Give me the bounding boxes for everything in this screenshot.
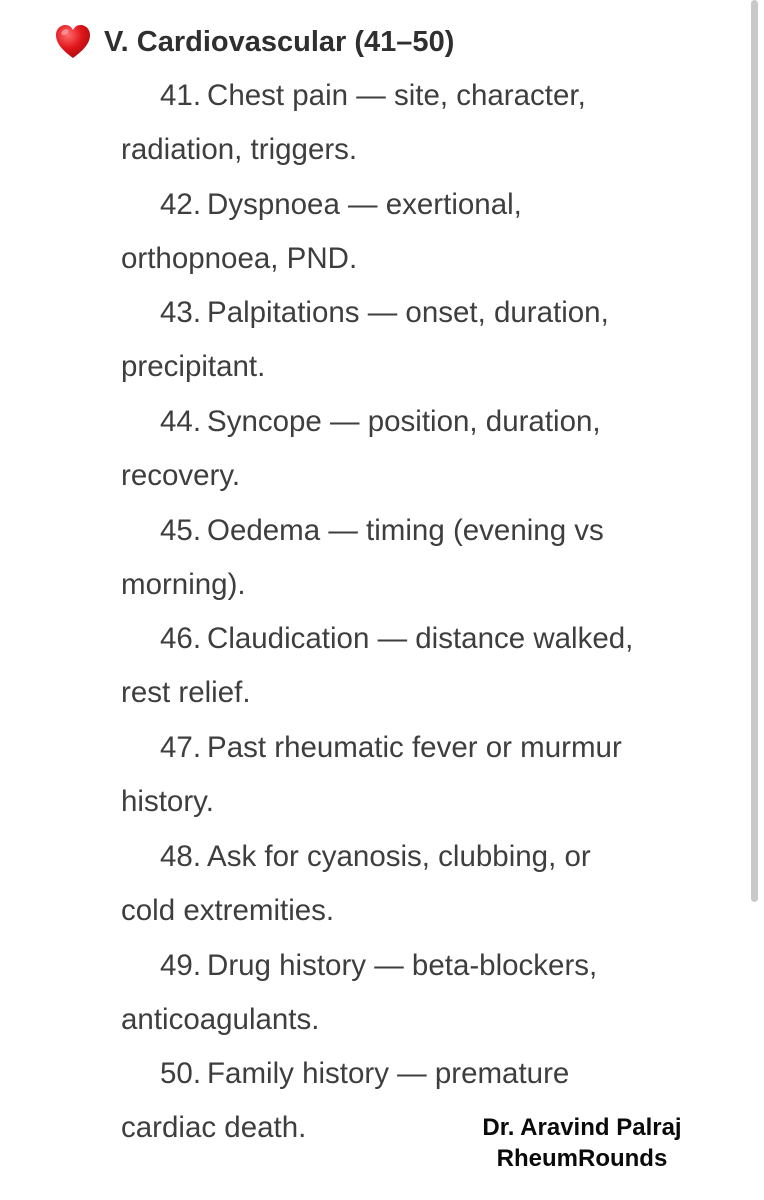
item-first-line: [160, 837, 591, 877]
list-item: [0, 503, 740, 612]
item-continuation: morning).: [121, 567, 246, 601]
list-item: [0, 611, 740, 720]
item-text: Chest pain — site, character,: [207, 79, 586, 112]
brand-name: RheumRounds: [496, 1145, 668, 1172]
item-number: 50.: [160, 1057, 202, 1091]
item-number: 48.: [160, 839, 202, 873]
item-continuation: cardiac death.: [121, 1111, 307, 1145]
item-number: 44.: [160, 405, 202, 439]
item-text: Syncope — position, duration,: [207, 405, 601, 439]
scrollbar[interactable]: [751, 0, 758, 1200]
list-item: [0, 720, 740, 829]
item-number: 41.: [160, 79, 202, 112]
credit-block: [432, 1112, 732, 1174]
author-name: Dr. Aravind Palraj: [482, 1114, 682, 1141]
item-continuation: anticoagulants.: [121, 1002, 320, 1036]
item-first-line: [160, 402, 601, 442]
item-continuation: radiation, triggers.: [121, 133, 358, 166]
item-first-line: [160, 293, 609, 333]
item-number: 43.: [160, 296, 202, 330]
scrollbar-thumb[interactable]: [751, 0, 758, 902]
item-continuation: history.: [121, 785, 214, 819]
list-item: [0, 177, 740, 286]
item-continuation: cold extremities.: [121, 893, 335, 927]
list-item: [0, 285, 740, 394]
list-item: [0, 68, 740, 177]
item-text: Past rheumatic fever or murmur: [207, 731, 622, 765]
item-text: Palpitations — onset, duration,: [207, 296, 609, 330]
item-list: [0, 68, 740, 1155]
item-text: Ask for cyanosis, clubbing, or: [207, 839, 591, 873]
item-first-line: [160, 619, 633, 659]
item-number: 49.: [160, 948, 202, 982]
section-title: V. Cardiovascular (41–50): [104, 25, 455, 58]
heart-icon: [54, 23, 92, 61]
section-header: [54, 22, 454, 62]
item-continuation: recovery.: [121, 459, 241, 493]
item-text: Oedema — timing (evening vs: [207, 513, 604, 547]
item-continuation: orthopnoea, PND.: [121, 241, 358, 275]
item-first-line: [160, 728, 622, 768]
item-text: Dyspnoea — exertional,: [207, 187, 522, 221]
item-first-line: [160, 946, 597, 986]
item-number: 47.: [160, 731, 202, 765]
item-text: Drug history — beta-blockers,: [207, 948, 598, 982]
item-text: Claudication — distance walked,: [207, 622, 634, 656]
item-number: 45.: [160, 513, 202, 547]
item-continuation: precipitant.: [121, 350, 266, 384]
item-first-line: [160, 1054, 569, 1094]
item-number: 42.: [160, 187, 202, 221]
list-item: [0, 829, 740, 938]
list-item: [0, 938, 740, 1047]
item-first-line: [160, 76, 586, 116]
list-item: [0, 394, 740, 503]
item-continuation: rest relief.: [121, 676, 251, 710]
item-number: 46.: [160, 622, 202, 656]
item-first-line: [160, 185, 522, 225]
item-first-line: [160, 511, 604, 551]
item-text: Family history — premature: [207, 1057, 570, 1091]
